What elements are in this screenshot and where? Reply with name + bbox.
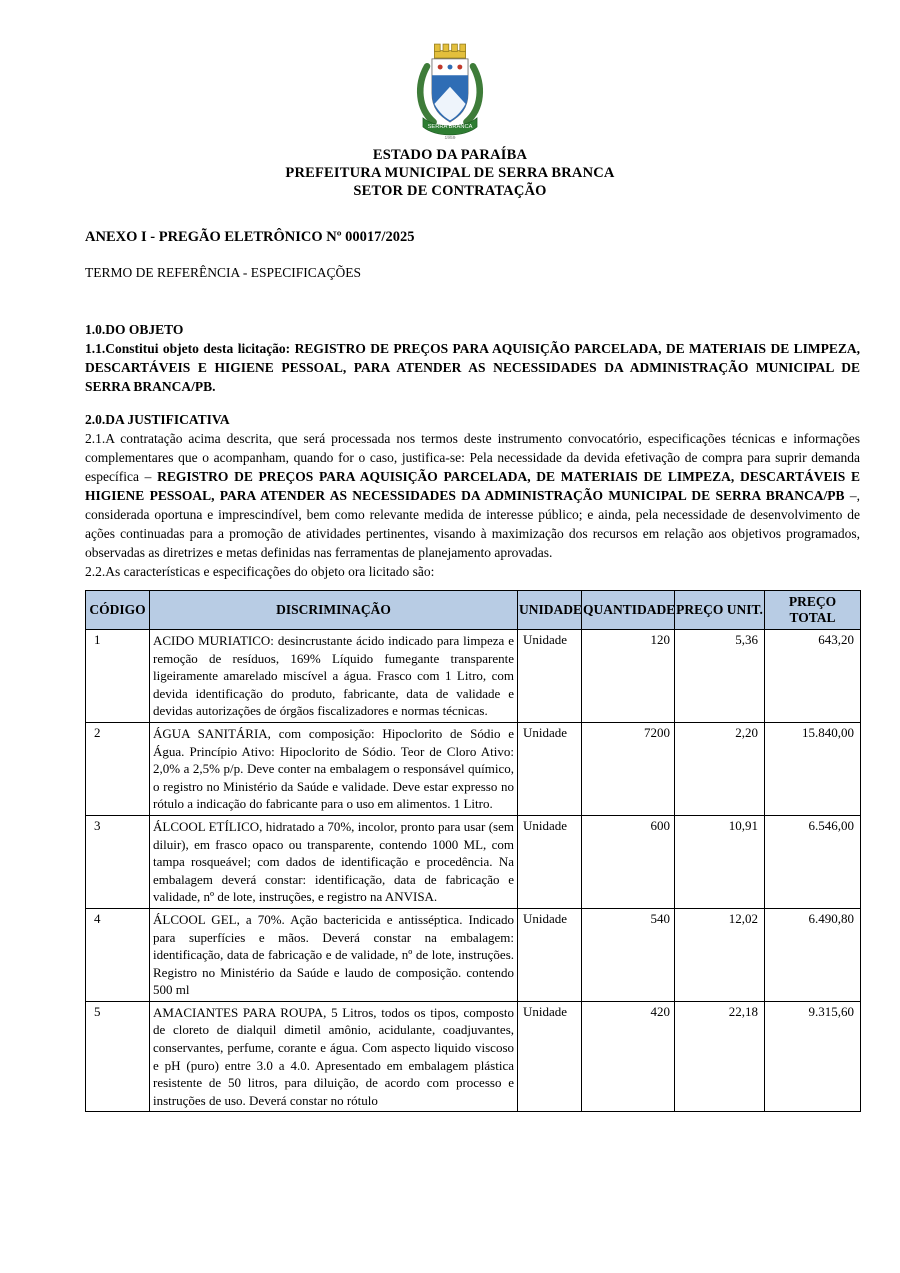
- cell-code: 4: [86, 908, 150, 1001]
- cell-unit: Unidade: [518, 1001, 582, 1112]
- cell-total-price: 6.490,80: [765, 908, 861, 1001]
- cell-quantity: 7200: [582, 722, 675, 815]
- cell-unit: Unidade: [518, 630, 582, 723]
- cell-description: ACIDO MURIATICO: desincrustante ácido indicado para limpeza e remoção de resíduos, 169% Líquido fumegante transparente ligeiramente amarelado miscível a água. Frasco com 1 Litro, com devida identificação do produto, fabricante, data de validade e devidas autorizações de órgãos fiscalizadores e normas técnicas.: [150, 630, 518, 723]
- cell-quantity: 540: [582, 908, 675, 1001]
- cell-code: 2: [86, 722, 150, 815]
- column-header-discriminacao: DISCRIMINAÇÃO: [150, 591, 518, 630]
- document-body: [85, 228, 860, 1112]
- table-row: [86, 1001, 861, 1112]
- cell-description: ÁLCOOL GEL, a 70%. Ação bactericida e antisséptica. Indicado para superfícies e mãos. Deverá constar na embalagem: identificação, data de fabricação e de validade, nº de lote, instruções. Registro no Ministério da Saúde e laudo de composição. contendo 500 ml: [150, 908, 518, 1001]
- cell-code: 1: [86, 630, 150, 723]
- annex-title: ANEXO I - PREGÃO ELETRÔNICO Nº 00017/2025: [85, 229, 415, 245]
- section-2-item-2-2: 2.2.As características e especificações do objeto ora licitado são:: [85, 564, 435, 579]
- section-2-text-pre: 2.1.A contratação acima descrita, que será processada nos termos deste instrumento convocatório, especificações técnicas e informações complementares que o acompanham, quando for o caso, justifica-se: Pela necessidade da devida efetivação de compra para suprir demanda específica –: [85, 431, 860, 484]
- cell-quantity: 600: [582, 815, 675, 908]
- cell-total-price: 15.840,00: [765, 722, 861, 815]
- cell-code: 3: [86, 815, 150, 908]
- column-header-unidade: UNIDADE: [518, 591, 582, 630]
- cell-total-price: 6.546,00: [765, 815, 861, 908]
- cell-unit-price: 12,02: [675, 908, 765, 1001]
- cell-description: ÁLCOOL ETÍLICO, hidratado a 70%, incolor, pronto para usar (sem diluir), em frasco opaco ou transparente, contendo 1000 ML, com tampa rosqueável; com dados de identificação e procedência. Na embalagem deverá constar: identificação, data de fabricação e validade, nº de lote, instruções, e registro na ANVISA.: [150, 815, 518, 908]
- cell-unit-price: 5,36: [675, 630, 765, 723]
- coat-of-arms-icon: [409, 40, 491, 140]
- table-header-row: [86, 591, 861, 630]
- cell-unit: Unidade: [518, 815, 582, 908]
- section-1-paragraph: 1.1.Constitui objeto desta licitação: REGISTRO DE PREÇOS PARA AQUISIÇÃO PARCELADA, DE MATERIAIS DE LIMPEZA, DESCARTÁVEIS E HIGIENE PESSOAL, PARA ATENDER AS NECESSIDADES DA ADMINISTRAÇÃO MUNICIPAL DE SERRA BRANCA/PB.: [85, 341, 860, 394]
- table-row: [86, 630, 861, 723]
- column-header-quantidade: QUANTIDADE: [582, 591, 675, 630]
- cell-unit: Unidade: [518, 908, 582, 1001]
- header-department-line: SETOR DE CONTRATAÇÃO: [353, 183, 547, 199]
- header-state-line: ESTADO DA PARAÍBA: [372, 147, 528, 163]
- column-header-preco-unit: PREÇO UNIT.: [675, 591, 765, 630]
- document-header: [0, 0, 900, 200]
- table-row: [86, 908, 861, 1001]
- section-2-title: 2.0.DA JUSTIFICATIVA: [85, 412, 230, 427]
- items-table: [85, 590, 861, 1112]
- section-2-text-bold: REGISTRO DE PREÇOS PARA AQUISIÇÃO PARCELADA, DE MATERIAIS DE LIMPEZA, DESCARTÁVEIS E HIGIENE PESSOAL, PARA ATENDER AS NECESSIDADES DA ADMINISTRAÇÃO MUNICIPAL DE SERRA BRANCA/PB: [85, 469, 860, 503]
- cell-description: AMACIANTES PARA ROUPA, 5 Litros, todos os tipos, composto de cloreto de dialquil dimetil amônio, acidulante, coadjuvantes, conservantes, perfume, corante e água. Com aspecto liquido viscoso e pH (puro) entre 3.0 a 4.0. Apresentado em embalagem plástica resistente de 50 litros, para diluição, de acordo com processo e instruções de uso. Deverá constar no rótulo: [150, 1001, 518, 1112]
- section-2-text-post: –, considerada oportuna e imprescindível, bem como relevante medida de interesse público; e ainda, pela necessidade de desenvolvimento de ações continuadas para a promoção de atividades pertinentes, visando à maximização dos recursos em relação aos objetivos programados, observadas as diretrizes e metas definidas nas ferramentas de planejamento aprovadas.: [85, 488, 861, 560]
- table-row: [86, 722, 861, 815]
- cell-description: ÁGUA SANITÁRIA, com composição: Hipoclorito de Sódio e Água. Princípio Ativo: Hipoclorito de Sódio. Teor de Cloro Ativo: 2,0% a 2,5% p/p. Deve conter na embalagem o responsável químico, o registro no Ministério da Saúde e validade. Deve estar expresso no rótulo a indicação do fabricante para o uso em alimentos. 1 Litro.: [150, 722, 518, 815]
- section-justification: [85, 410, 860, 581]
- cell-total-price: 9.315,60: [765, 1001, 861, 1112]
- table-row: [86, 815, 861, 908]
- cell-quantity: 120: [582, 630, 675, 723]
- cell-total-price: 643,20: [765, 630, 861, 723]
- cell-unit-price: 2,20: [675, 722, 765, 815]
- cell-quantity: 420: [582, 1001, 675, 1112]
- section-2-paragraph: [85, 429, 860, 562]
- column-header-preco-total: PREÇO TOTAL: [765, 591, 861, 630]
- crest-year-text: 1959: [444, 136, 456, 140]
- header-municipality-line: PREFEITURA MUNICIPAL DE SERRA BRANCA: [285, 165, 615, 181]
- column-header-codigo: CÓDIGO: [86, 591, 150, 630]
- cell-unit-price: 22,18: [675, 1001, 765, 1112]
- document-subtitle: TERMO DE REFERÊNCIA - ESPECIFICAÇÕES: [85, 265, 362, 280]
- section-1-title: 1.0.DO OBJETO: [85, 322, 184, 337]
- cell-unit-price: 10,91: [675, 815, 765, 908]
- crest-banner-text: SERRA BRANCA: [427, 124, 473, 131]
- cell-code: 5: [86, 1001, 150, 1112]
- section-object: [85, 320, 860, 396]
- cell-unit: Unidade: [518, 722, 582, 815]
